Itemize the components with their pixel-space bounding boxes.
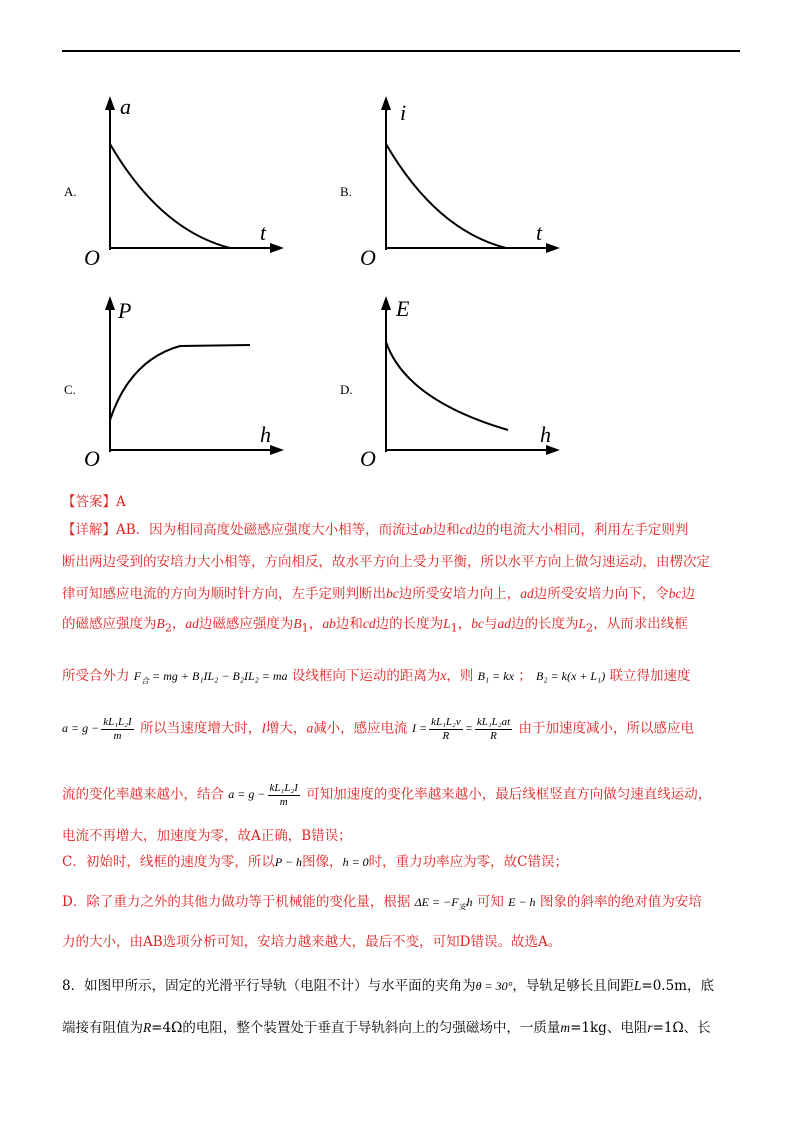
detail-line-11: 力的大小，由AB选项分析可知，安培力越来越大，最后不变，可知D错误。故选A。: [62, 934, 562, 950]
graph-b-origin: O: [360, 245, 376, 270]
graph-a-xlabel: t: [260, 220, 267, 245]
graph-d-origin: O: [360, 446, 376, 470]
option-a-label: A.: [64, 184, 77, 199]
eq-eh: E − h: [508, 895, 536, 909]
graph-a-ylabel: a: [120, 94, 131, 119]
eq-accel: a = g − $\frac{\text{kL₁L₂I}}{m}$: [62, 716, 132, 742]
graph-b: [356, 90, 566, 270]
eq-b2: B₂ = k(x + L₁): [536, 669, 606, 683]
eq-theta: θ = 30°: [475, 979, 513, 993]
graph-c-xlabel: h: [260, 422, 271, 447]
graph-d-xlabel: h: [540, 422, 551, 447]
graph-c: [80, 290, 290, 470]
eq-net-force: $F_合$ = mg + B₁IL₂ − B₂IL₂ = ma: [133, 669, 288, 686]
graph-a-origin: O: [84, 245, 100, 270]
detail-line-7: 流的变化率越来越小，结合 a = g − $\frac{\text{kL₁L₂I}}{m}$ 可知加速度的变化率越来越小，最后线框竖直方向做匀速直线运动，: [62, 782, 712, 808]
graph-d: [356, 290, 566, 470]
option-b-label: B.: [340, 184, 352, 199]
eq-delta-e: $\Delta E = -F_安h$: [414, 895, 473, 912]
top-rule: [62, 50, 740, 52]
eq-accel-2: a = g − $\frac{\text{kL₁L₂I}}{m}$: [228, 782, 298, 808]
option-c-label: C.: [64, 382, 76, 397]
eq-ph: P − h: [274, 855, 303, 869]
graph-b-ylabel: i: [400, 100, 407, 125]
eq-current: I = $\frac{\text{kL₁L₂v}}{R}$ = $\frac{\text{kL₁L₂at}}{R}$: [411, 716, 511, 742]
detail-line-4: 的磁感应强度为$B_2$，ad边磁感应强度为$B_1$，ab边和cd边的长度为$L_1$，bc与ad边的长度为$L_2$，从而求出线框: [62, 616, 688, 635]
graph-c-ylabel: P: [118, 298, 132, 323]
question8-line-2: 端接有阻值为R=4Ω的电阻，整个装置处于垂直于导轨斜向上的匀强磁场中，一质量m=1kg、电阻r=1Ω、长: [62, 1020, 711, 1036]
option-d-label: D.: [340, 382, 353, 397]
graph-b-xlabel: t: [536, 220, 543, 245]
question8-line-1: 8．如图甲所示，固定的光滑平行导轨（电阻不计）与水平面的夹角为θ = 30°，导轨足够长且间距L=0.5m，底: [62, 978, 714, 994]
graph-c-origin: O: [84, 446, 100, 470]
detail-line-5: 所受合外力 $F_合$ = mg + B₁IL₂ − B₂IL₂ = ma 设线框向下运动的距离为x，则 B₁ = kx ； B₂ = k(x + L₁) 联立得加速度: [62, 668, 691, 686]
eq-b1: B₁ = kx: [477, 669, 514, 683]
detail-line-10: D．除了重力之外的其他力做功等于机械能的变化量，根据 $\Delta E = -F_安h$ 可知 E − h 图象的斜率的绝对值为安培: [62, 894, 702, 912]
detail-line-3: 律可知感应电流的方向为顺时针方向，左手定则判断出bc边所受安培力向上，ad边所受安培力向下，令bc边: [62, 586, 695, 602]
answer-line: 【答案】A: [62, 494, 126, 510]
graph-a: [80, 90, 290, 270]
detail-line-2: 断出两边受到的安培力大小相等，方向相反，故水平方向上受力平衡，所以水平方向上做匀速运动，由楞次定: [62, 554, 710, 570]
detail-line-8: 电流不再增大，加速度为零，故A正确，B错误；: [62, 828, 352, 844]
detail-line-9: C．初始时，线框的速度为零，所以P − h图像，h = 0时，重力功率应为零，故C错误；: [62, 854, 569, 870]
detail-line-6: a = g − $\frac{\text{kL₁L₂I}}{m}$ 所以当速度增大时，I增大，a减小，感应电流 I = $\frac{\text{kL₁L₂v}}{R}$ = $\frac{\text{kL₁L₂at}}{R}$ 由于加速度减小，所以感应电: [62, 716, 694, 742]
eq-h0: h = 0: [342, 855, 369, 869]
detail-line-1: 【详解】AB．因为相同高度处磁感应强度大小相等，而流过ab边和cd边的电流大小相同，利用左手定则判: [62, 522, 689, 538]
graph-d-ylabel: E: [396, 296, 410, 321]
